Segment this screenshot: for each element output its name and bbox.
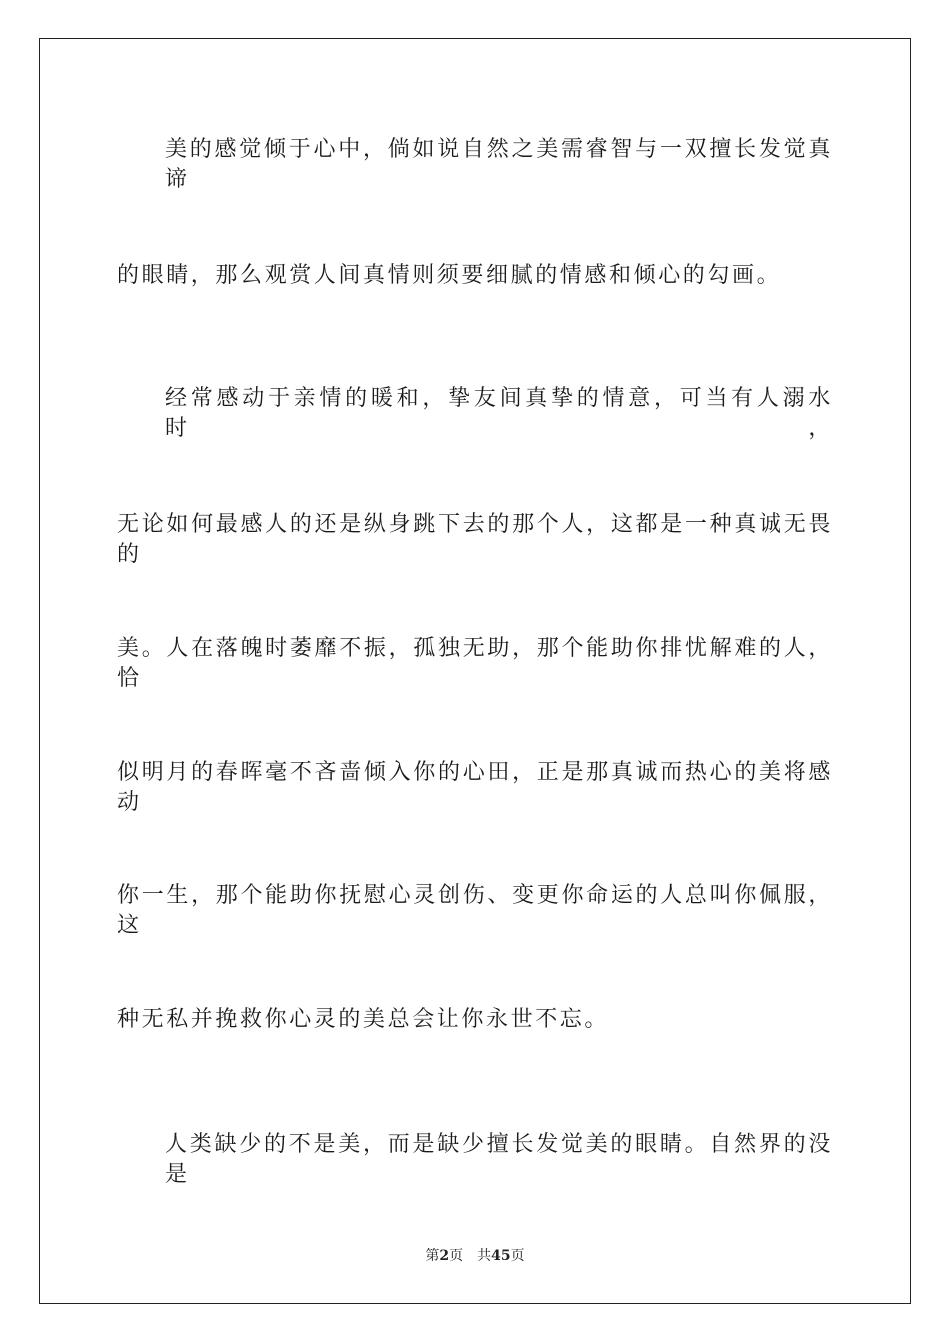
paragraph-2-line-5: 你一生，那个能助你抚慰心灵创伤、变更你命运的人总叫你佩服，这 xyxy=(117,883,833,938)
paragraph-2-line-6: 种无私并挽救你心灵的美总会让你永世不忘。 xyxy=(117,1007,610,1032)
footer-total-suffix: 页 xyxy=(510,1248,525,1264)
paragraph-3-line-1: 人类缺少的不是美，而是缺少擅长发觉美的眼睛。自然界的没是 xyxy=(165,1132,833,1187)
paragraph-1-line-1: 美的感觉倾于心中，倘如说自然之美需睿智与一双擅长发觉真谛 xyxy=(165,137,833,192)
page-footer xyxy=(0,1247,950,1265)
footer-total-prefix: 共 xyxy=(477,1248,492,1264)
paragraph-2-line-1: 经常感动于亲情的暖和，挚友间真挚的情意，可当有人溺水时， xyxy=(165,386,833,441)
paragraph-2-line-4: 似明月的春晖毫不吝啬倾入你的心田，正是那真诚而热心的美将感动 xyxy=(117,760,833,815)
footer-page-prefix: 第 xyxy=(425,1248,440,1264)
footer-page-number: 2 xyxy=(439,1248,450,1264)
paragraph-2-line-2: 无论如何最感人的还是纵身跳下去的那个人，这都是一种真诚无畏的 xyxy=(117,512,833,567)
footer-total-number: 45 xyxy=(491,1248,511,1264)
footer-page-suffix: 页 xyxy=(449,1248,464,1264)
paragraph-2-line-3: 美。人在落魄时萎靡不振，孤独无助，那个能助你排忧解难的人，恰 xyxy=(117,636,833,691)
paragraph-1-line-2: 的眼睛，那么观赏人间真情则须要细腻的情感和倾心的勾画。 xyxy=(117,263,782,288)
